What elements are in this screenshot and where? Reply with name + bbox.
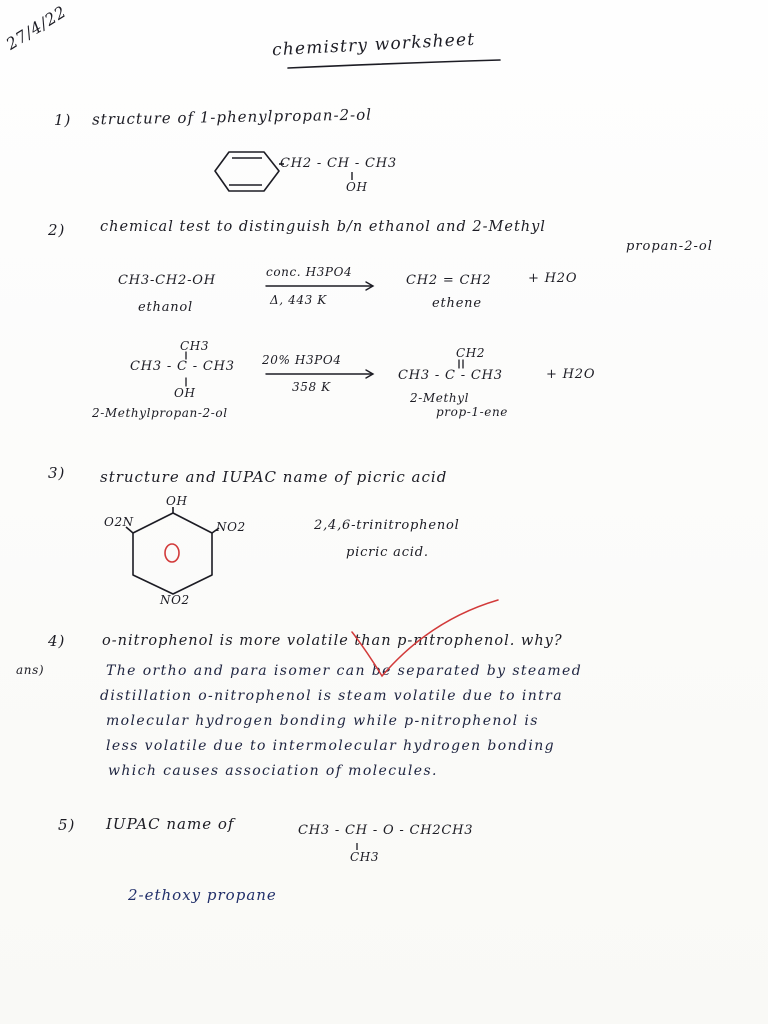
q4-answer-line-2: distillation o-nitrophenol is steam volatile due to intra [100, 688, 564, 704]
q3-prompt: structure and IUPAC name of picric acid [100, 468, 448, 486]
r1-product: CH2 = CH2 [406, 273, 492, 288]
q4-answer-line-1: The ortho and para isomer can be separated by steamed [106, 663, 583, 679]
r1-product-name: ethene [432, 296, 482, 311]
q4-answer-line-3: molecular hydrogen bonding while p-nitrophenol is [106, 713, 539, 729]
r1-reagent: conc. H3PO4 [266, 265, 353, 279]
r2-product-name-2: prop-1-ene [436, 405, 508, 419]
picric-no2-left: O2N [104, 515, 134, 529]
q5-number: 5) [58, 816, 76, 834]
q5-formula: CH3 - CH - O - CH2CH3 [298, 823, 474, 838]
r1-reactant: CH3-CH2-OH [118, 273, 216, 288]
r2-product: CH3 - C - CH3 [398, 368, 503, 383]
r2-product-name-1: 2-Methyl [410, 391, 470, 405]
picric-acid-ring-icon [126, 507, 219, 594]
q2-prompt-line2: propan-2-ol [626, 239, 713, 254]
r2-bottom: OH [174, 386, 196, 400]
picric-iupac: 2,4,6-trinitrophenol [314, 518, 460, 533]
q1-number: 1) [54, 111, 72, 129]
q5-answer: 2-ethoxy propane [128, 886, 277, 904]
r1-reactant-name: ethanol [138, 300, 193, 315]
r2-byproduct: + H2O [546, 367, 596, 382]
q1-oh: OH [346, 180, 368, 194]
page-title: chemistry worksheet [271, 29, 476, 61]
picric-oh: OH [166, 494, 188, 508]
picric-common: picric acid. [346, 545, 429, 560]
q5-prompt: IUPAC name of [106, 815, 235, 833]
date: 27/4/22 [2, 1, 70, 54]
r1-condition: Δ, 443 K [270, 293, 327, 307]
r2-reactant-name: 2-Methylpropan-2-ol [92, 406, 228, 420]
q3-number: 3) [48, 464, 66, 482]
q4-answer-line-5: which causes association of molecules. [108, 763, 438, 779]
r2-condition: 358 K [292, 380, 331, 394]
r2-reactant: CH3 - C - CH3 [130, 359, 235, 374]
q4-answer-line-4: less volatile due to intermolecular hydrogen bonding [106, 738, 556, 754]
picric-no2-bottom: NO2 [160, 593, 190, 607]
q4-number: 4) [48, 632, 66, 650]
aromatic-circle-icon [165, 544, 179, 562]
r2-reagent: 20% H3PO4 [262, 353, 342, 367]
reaction-arrow-2 [266, 370, 373, 378]
q2-prompt-line1: chemical test to distinguish b/n ethanol and 2-Methyl [100, 219, 546, 235]
benzene-ring-icon [215, 152, 284, 191]
q2-number: 2) [48, 221, 66, 239]
reaction-arrow-1 [266, 282, 373, 290]
q5-branch: CH3 [350, 850, 380, 864]
r2-top: CH3 [180, 339, 210, 353]
q4-ans-label: ans) [16, 663, 45, 677]
r1-byproduct: + H2O [528, 271, 578, 286]
q1-chain: CH2 - CH - CH3 [280, 156, 397, 171]
r2-product-top: CH2 [456, 346, 486, 360]
q1-prompt: structure of 1-phenylpropan-2-ol [91, 105, 373, 129]
q4-prompt: o-nitrophenol is more volatile than p-nitrophenol. why? [102, 633, 563, 649]
picric-no2-right: NO2 [216, 520, 246, 534]
title-underline [288, 60, 500, 68]
